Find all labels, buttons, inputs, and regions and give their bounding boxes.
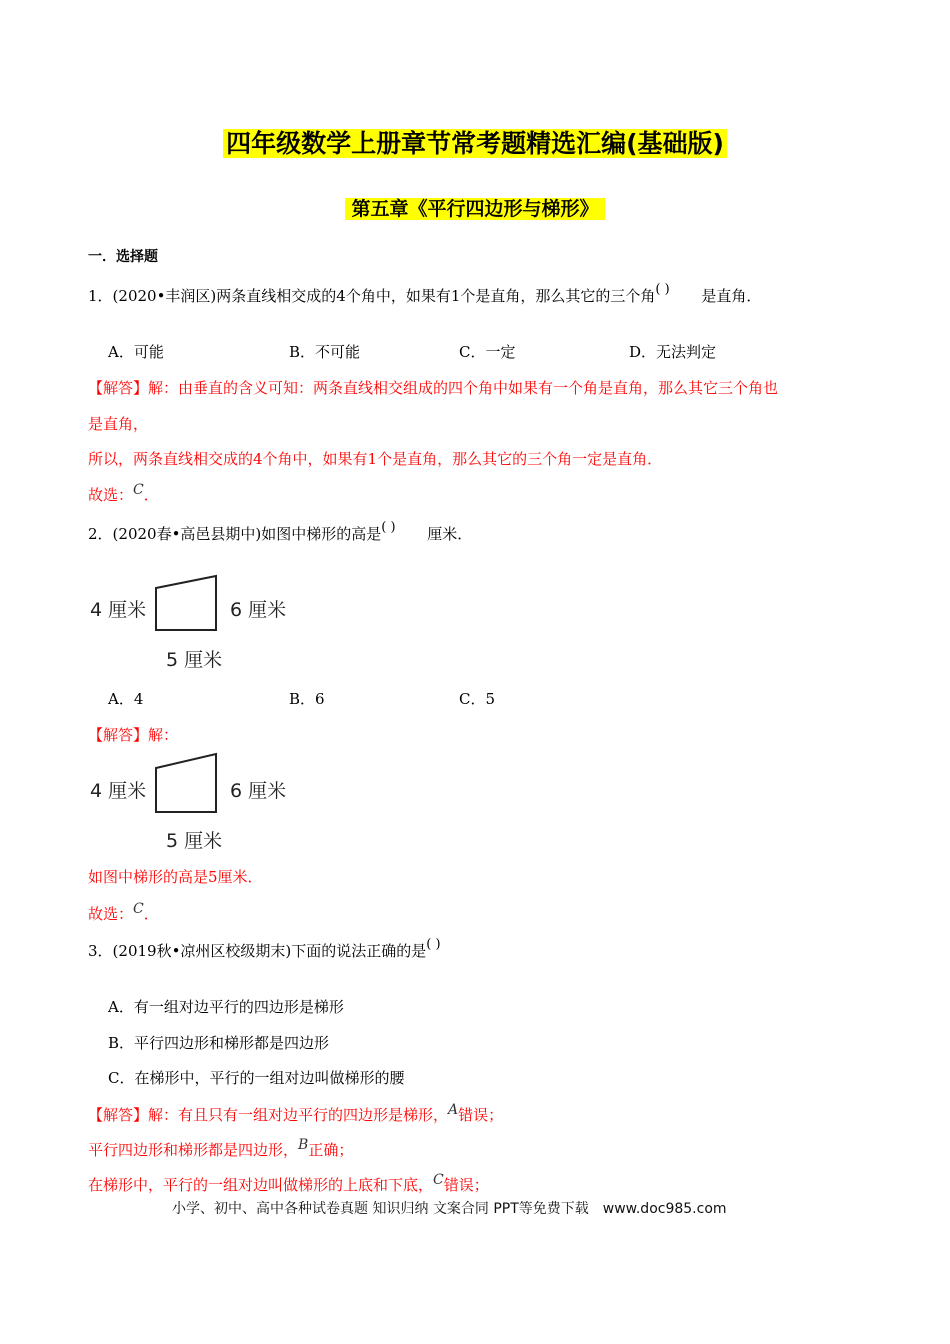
q1-option-c: C．一定: [459, 343, 516, 361]
q3-answer-line3: 在梯形中，平行的一组对边叫做梯形的上底和下底，C错误；: [88, 1172, 489, 1194]
question-1: 1．(2020•丰润区)两条直线相交成的4个角中，如果有1个是直角，那么其它的三个角( ) 是直角．: [88, 282, 762, 305]
q2-choice: 故选：C．: [88, 901, 159, 923]
q1-option-b: B．不可能: [289, 343, 361, 361]
q1-option-a: A．可能: [108, 343, 164, 361]
trapezoid-bottom-label: 5 厘米: [166, 649, 223, 671]
q1-answer-line3: 所以，两条直线相交成的4个角中，如果有1个是直角，那么其它的三个角一定是直角．: [88, 450, 663, 468]
q2-option-a: A．4: [108, 690, 144, 708]
trapezoid-left-label: 4 厘米: [90, 599, 147, 621]
trapezoid-right-label: 6 厘米: [230, 780, 287, 802]
q3-option-c: C．在梯形中，平行的一组对边叫做梯形的腰: [108, 1069, 405, 1087]
document-title: 四年级数学上册章节常考题精选汇编(基础版): [0, 124, 950, 160]
trapezoid-figure-question: [86, 570, 306, 675]
q3-option-b: B．平行四边形和梯形都是四边形: [108, 1034, 330, 1052]
trapezoid-left-label: 4 厘米: [90, 780, 147, 802]
trapezoid-bottom-label: 5 厘米: [166, 830, 223, 852]
q1-answer-line2: 是直角，: [88, 415, 149, 433]
q1-choice: 故选：C．: [88, 482, 159, 504]
q3-option-a: A．有一组对边平行的四边形是梯形: [108, 998, 344, 1016]
trapezoid-figure-answer: [86, 750, 306, 855]
q2-option-b: B．6: [289, 690, 325, 708]
chapter-subtitle: 第五章《平行四边形与梯形》: [0, 194, 950, 221]
trapezoid-shape: [156, 576, 216, 630]
q1-option-d: D．无法判定: [629, 343, 717, 361]
question-3: 3．(2019秋•凉州区校级期末)下面的说法正确的是( ): [88, 937, 441, 960]
q2-answer-label: 【解答】解：: [88, 726, 179, 744]
q3-answer-line2: 平行四边形和梯形都是四边形，B正确；: [88, 1137, 354, 1159]
q2-option-c: C．5: [459, 690, 496, 708]
trapezoid-shape: [156, 754, 216, 812]
trapezoid-right-label: 6 厘米: [230, 599, 287, 621]
q2-answer-line: 如图中梯形的高是5厘米．: [88, 868, 263, 886]
footer-download-note: 小学、初中、高中各种试卷真题 知识归纳 文案合同 PPT等免费下载 www.doc985.com: [172, 1201, 727, 1217]
q3-answer-line1: 【解答】解：有且只有一组对边平行的四边形是梯形，A错误；: [88, 1102, 504, 1124]
question-2: 2．(2020春•高邑县期中)如图中梯形的高是( ) 厘米．: [88, 520, 473, 543]
q1-answer-line1: 【解答】解：由垂直的含义可知：两条直线相交组成的四个角中如果有一个角是直角，那么其它三个角也: [88, 379, 779, 397]
section-heading: 一．选择题: [88, 249, 158, 265]
